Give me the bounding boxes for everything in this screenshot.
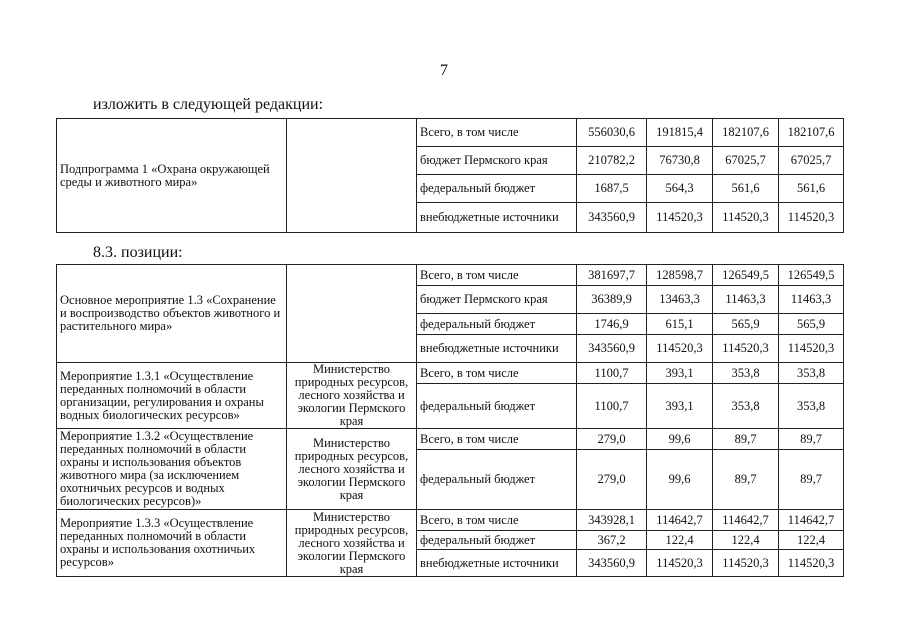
funding-source: бюджет Пермского края xyxy=(417,286,577,314)
value-cell: 381697,7 xyxy=(577,265,647,286)
value-cell: 114520,3 xyxy=(713,335,779,363)
page-number: 7 xyxy=(440,62,448,79)
funding-source: Всего, в том числе xyxy=(417,363,577,384)
value-cell: 615,1 xyxy=(647,314,713,335)
funding-source: Всего, в том числе xyxy=(417,265,577,286)
value-cell: 122,4 xyxy=(647,531,713,550)
value-cell: 11463,3 xyxy=(779,286,844,314)
table-row xyxy=(57,510,844,531)
value-cell: 1100,7 xyxy=(577,363,647,384)
value-cell: 353,8 xyxy=(713,384,779,429)
funding-source: Всего, в том числе xyxy=(417,119,577,147)
activity-name: Мероприятие 1.3.3 «Осуществление переданных полномочий в области охраны и использования охотничьих ресурсов» xyxy=(57,510,287,577)
value-cell: 210782,2 xyxy=(577,147,647,175)
value-cell: 114520,3 xyxy=(779,335,844,363)
value-cell: 76730,8 xyxy=(647,147,713,175)
value-cell: 393,1 xyxy=(647,384,713,429)
value-cell: 89,7 xyxy=(779,450,844,510)
main-activity-name: Основное мероприятие 1.3 «Сохранение и воспроизводство объектов животного и растительного мира» xyxy=(57,265,287,363)
value-cell: 89,7 xyxy=(713,429,779,450)
value-cell: 182107,6 xyxy=(713,119,779,147)
value-cell: 353,8 xyxy=(779,384,844,429)
value-cell: 114520,3 xyxy=(647,335,713,363)
value-cell: 182107,6 xyxy=(779,119,844,147)
funding-source: федеральный бюджет xyxy=(417,450,577,510)
value-cell: 353,8 xyxy=(713,363,779,384)
value-cell: 393,1 xyxy=(647,363,713,384)
funding-source: федеральный бюджет xyxy=(417,531,577,550)
activity-name: Мероприятие 1.3.1 «Осуществление переданных полномочий в области организации, регулирования и охраны водных биологических ресурсов» xyxy=(57,363,287,429)
value-cell: 99,6 xyxy=(647,450,713,510)
value-cell: 114642,7 xyxy=(647,510,713,531)
table-row xyxy=(57,265,844,286)
value-cell: 191815,4 xyxy=(647,119,713,147)
funding-source: федеральный бюджет xyxy=(417,384,577,429)
value-cell: 126549,5 xyxy=(713,265,779,286)
funding-source: внебюджетные источники xyxy=(417,335,577,363)
value-cell: 279,0 xyxy=(577,429,647,450)
table-row xyxy=(57,429,844,450)
value-cell: 1100,7 xyxy=(577,384,647,429)
value-cell: 343560,9 xyxy=(577,335,647,363)
value-cell: 561,6 xyxy=(779,175,844,203)
value-cell: 565,9 xyxy=(779,314,844,335)
value-cell: 128598,7 xyxy=(647,265,713,286)
value-cell: 1746,9 xyxy=(577,314,647,335)
value-cell: 353,8 xyxy=(779,363,844,384)
value-cell: 99,6 xyxy=(647,429,713,450)
value-cell: 367,2 xyxy=(577,531,647,550)
value-cell: 561,6 xyxy=(713,175,779,203)
subprogram-table xyxy=(56,118,844,233)
value-cell: 565,9 xyxy=(713,314,779,335)
funding-source: внебюджетные источники xyxy=(417,550,577,577)
value-cell: 343928,1 xyxy=(577,510,647,531)
value-cell: 11463,3 xyxy=(713,286,779,314)
section-label: 8.3. позиции: xyxy=(93,244,183,261)
intro-text: изложить в следующей редакции: xyxy=(93,96,324,113)
value-cell: 114520,3 xyxy=(713,203,779,233)
value-cell: 114520,3 xyxy=(779,550,844,577)
value-cell: 36389,9 xyxy=(577,286,647,314)
table-row xyxy=(57,119,844,147)
responsible-executor: Министерство природных ресурсов, лесного хозяйства и экологии Пермского края xyxy=(287,510,417,577)
value-cell: 343560,9 xyxy=(577,203,647,233)
value-cell: 89,7 xyxy=(779,429,844,450)
funding-source: Всего, в том числе xyxy=(417,429,577,450)
funding-source: внебюджетные источники xyxy=(417,203,577,233)
value-cell: 114520,3 xyxy=(647,203,713,233)
funding-source: федеральный бюджет xyxy=(417,314,577,335)
table-row xyxy=(57,363,844,384)
responsible-executor: Министерство природных ресурсов, лесного хозяйства и экологии Пермского края xyxy=(287,429,417,510)
value-cell: 556030,6 xyxy=(577,119,647,147)
subprogram-name: Подпрограмма 1 «Охрана окружающей среды и животного мира» xyxy=(57,119,287,233)
value-cell: 114520,3 xyxy=(779,203,844,233)
funding-source: бюджет Пермского края xyxy=(417,147,577,175)
value-cell: 279,0 xyxy=(577,450,647,510)
positions-table xyxy=(56,264,844,577)
value-cell: 114520,3 xyxy=(647,550,713,577)
responsible-cell xyxy=(287,119,417,233)
value-cell: 126549,5 xyxy=(779,265,844,286)
activity-name: Мероприятие 1.3.2 «Осуществление переданных полномочий в области охраны и использования объектов животного мира (за исключением охотничьих ресурсов и водных биологических ресурсов)» xyxy=(57,429,287,510)
value-cell: 564,3 xyxy=(647,175,713,203)
responsible-cell xyxy=(287,265,417,363)
funding-source: Всего, в том числе xyxy=(417,510,577,531)
value-cell: 343560,9 xyxy=(577,550,647,577)
value-cell: 67025,7 xyxy=(779,147,844,175)
value-cell: 1687,5 xyxy=(577,175,647,203)
value-cell: 122,4 xyxy=(713,531,779,550)
funding-source: федеральный бюджет xyxy=(417,175,577,203)
responsible-executor: Министерство природных ресурсов, лесного хозяйства и экологии Пермского края xyxy=(287,363,417,429)
value-cell: 89,7 xyxy=(713,450,779,510)
value-cell: 114642,7 xyxy=(713,510,779,531)
value-cell: 67025,7 xyxy=(713,147,779,175)
value-cell: 114520,3 xyxy=(713,550,779,577)
value-cell: 114642,7 xyxy=(779,510,844,531)
value-cell: 13463,3 xyxy=(647,286,713,314)
value-cell: 122,4 xyxy=(779,531,844,550)
